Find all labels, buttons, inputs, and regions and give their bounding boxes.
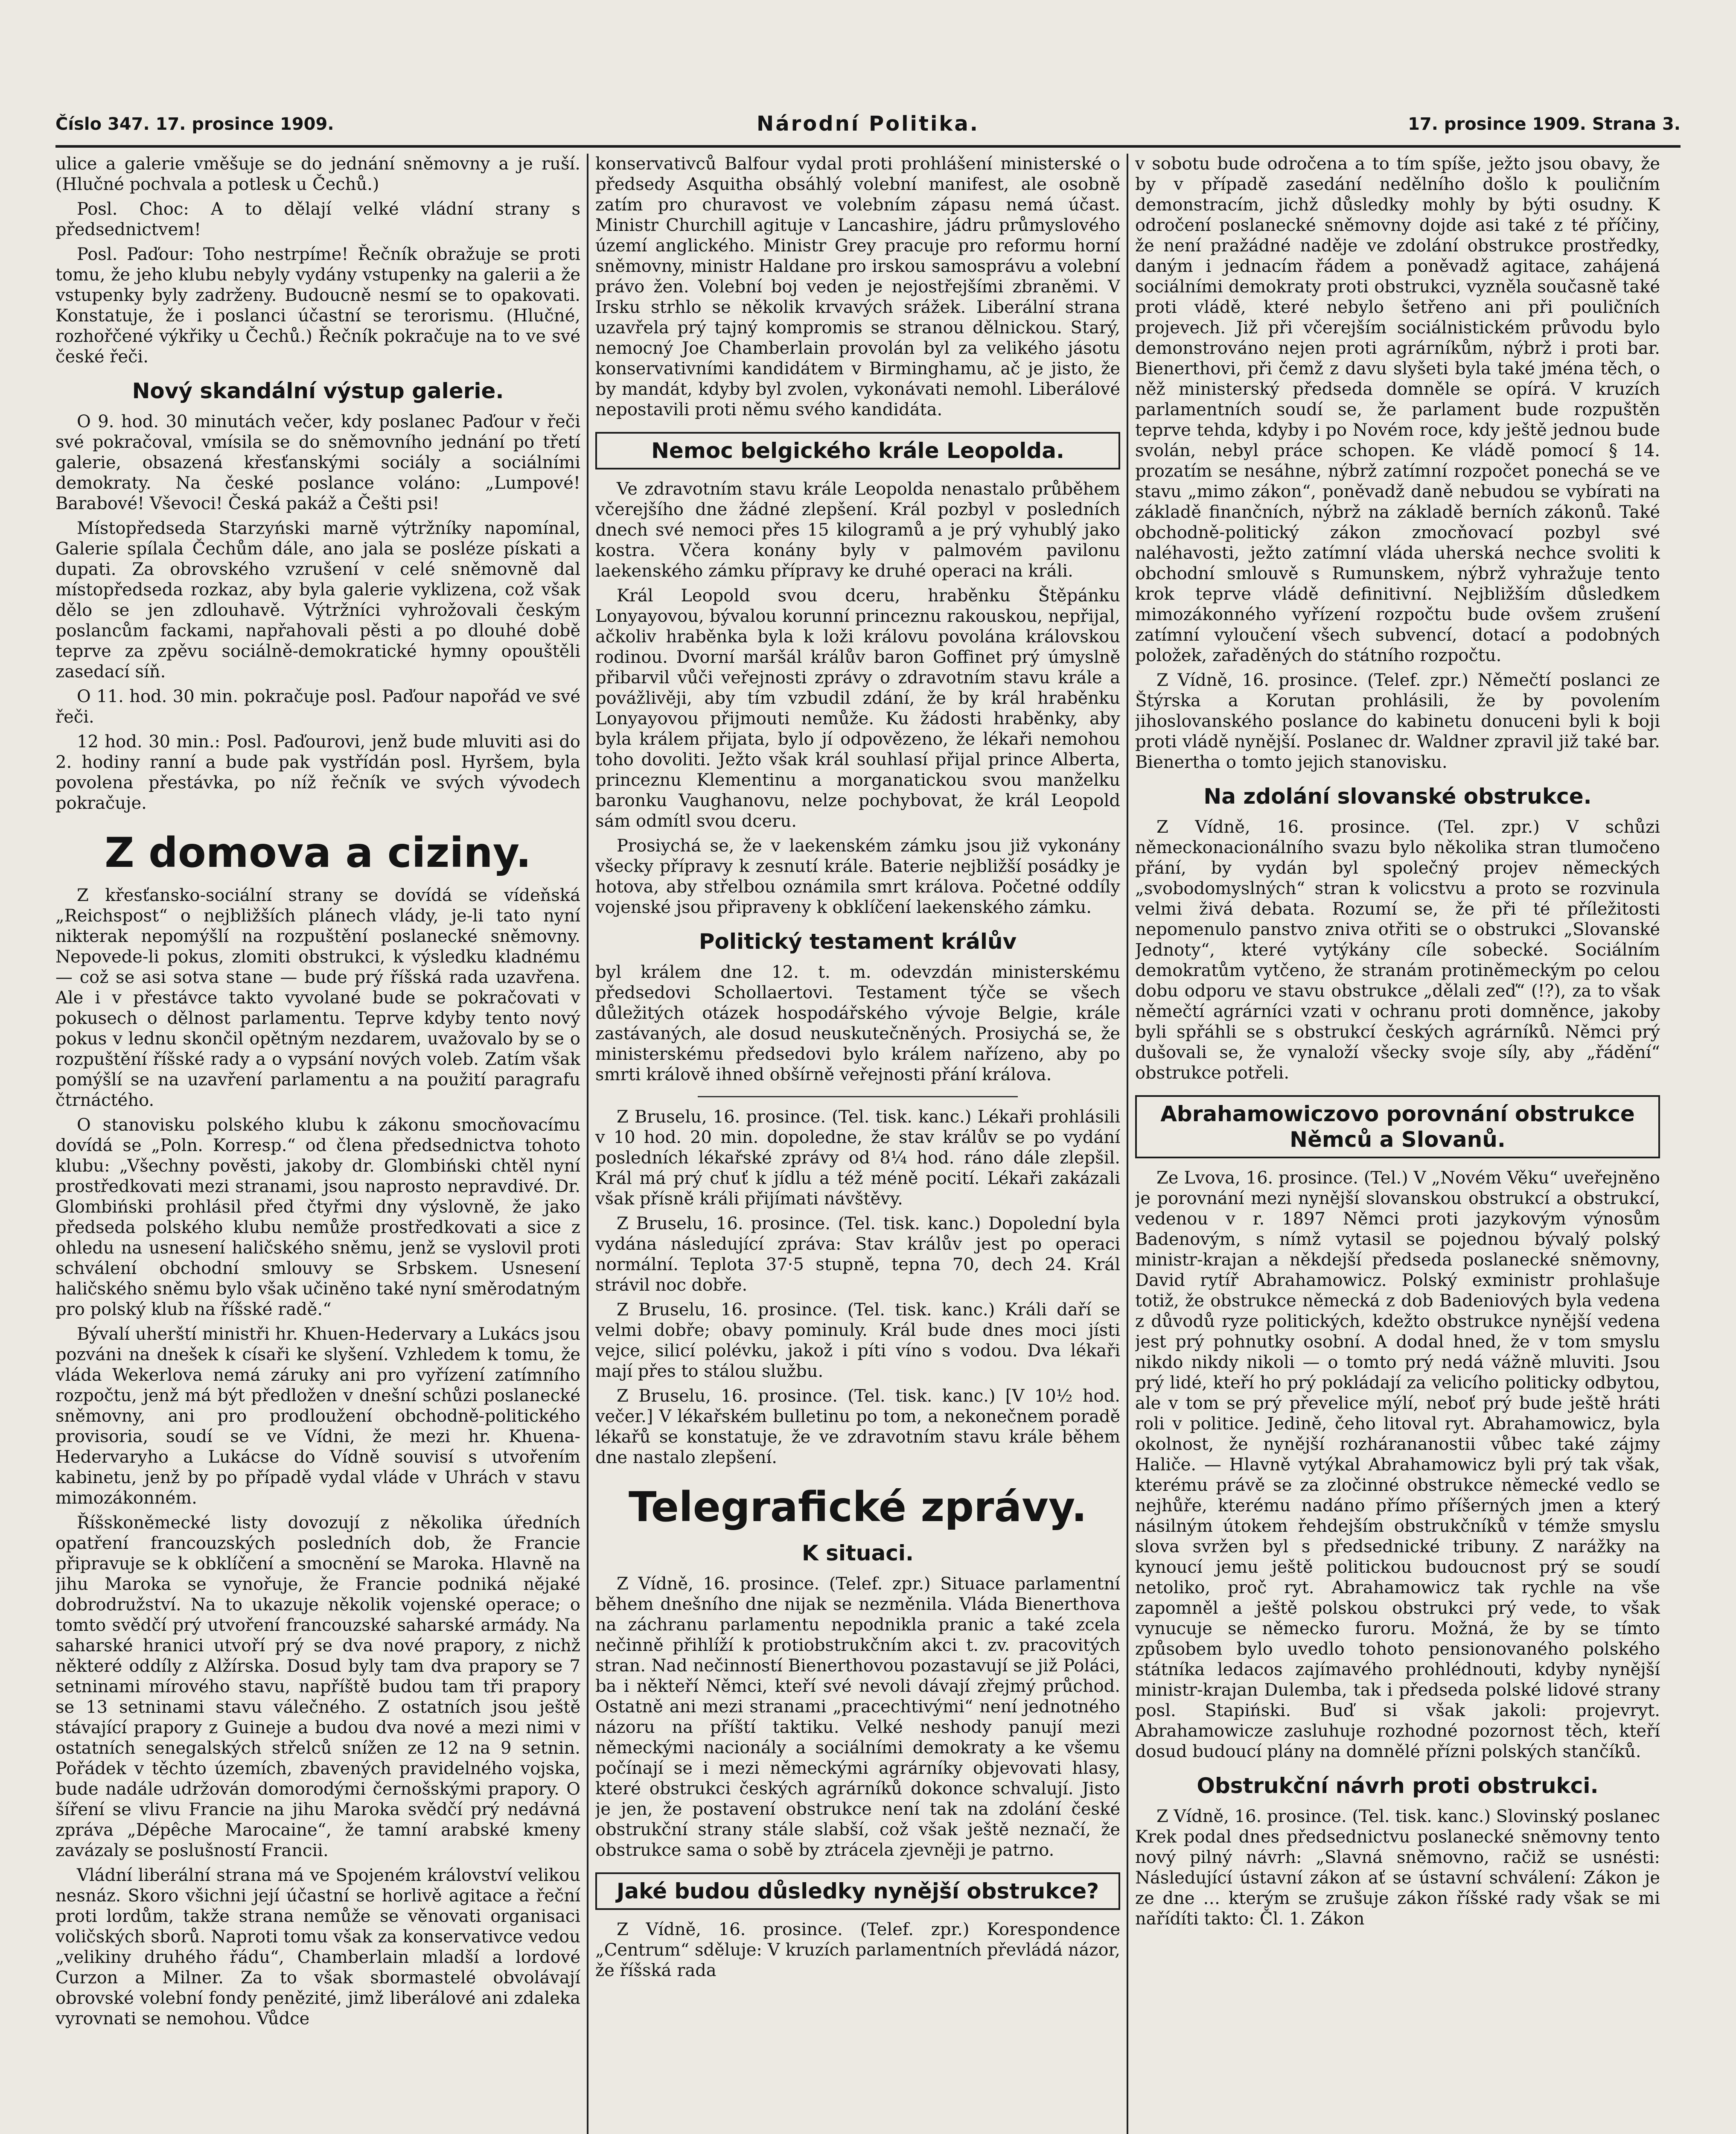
paragraph: Ze Lvova, 16. prosince. (Tel.) V „Novém Věku“ uveřejněno je porovnání mezi nynější slovanskou obstrukcí a obstrukcí, vedenou v r. 1897 Němci proti jazykovým výnosům Badenovým, s nímž vytasil se pojednou bývalý polský ministr-krajan a někdejší předseda poslanecké sněmovny, David rytíř Abrahamowicz. Polský exministr prohlašuje totiž, že obstrukce německá z dob Badeniových byla vedena z důvodů ryze politických, kdežto obstrukce nynější vedena jest prý pohnutky osobní. A dodal hned, že v tom smyslu nikdo nikdy nikoli — o tomto prý nedá vážně mluviti. Jsou prý lidé, kteří ho prý pokládají za velicího politicky odbytou, ale v tom se prý převelice mýlí, neboť prý bude ještě hráti roli v politice. Jedině, čeho litoval ryt. Abrahamowicz, byla okolnost, že nynější rozhárananostii vůbec také zájmy Haliče. — Hlavně vytýkal Abrahamowicz byli prý tak však, kterému právě se za zločinné obstrukce německé vedlo se nejhůře, kterému nadáno přímo příšerných jmen a který násilným útokem řehdejším obstrukčníků v témže smyslu slova svržen byl s předsednické tribuny. Z narážky na kynoucí jemu ještě politickou budoucnost prý se soudí netoliko, proč ryt. Abrahamowicz tak rychle na vše zapomněl a ještě polskou obstrukci prý vede, to však vynucuje se německo furoru. Možná, že by se tímto způsobem bylo uvedlo tohoto pensionovaného polského státníka ledacos zajímavého prohlédnouti, kdyby nynější ministr-krajan Dulemba, tak i předseda polské lidové strany posl. Stapiński. Buď si však jakoli: projevryt. Abrahamowicze zasluhuje rozhodné pozornost těch, kteří dosud budoucí plány na domnělé přízni polských stančíků. bbox=[1135, 1168, 1660, 1761]
column-1 bbox=[55, 154, 580, 2134]
paragraph: Bývalí uherští ministři hr. Khuen-Hedervary a Lukács jsou pozváni na dnešek k císaři ke slyšení. Vzhledem k tomu, že vláda Wekerlova nemá záruky ani pro vyřízení zatímního rozpočtu, jenž má být předložen v dnešní schůzi poslanecké sněmovny, ani pro prodloužení obchodně-politického provisoria, soudí se ve Vídni, že mezi hr. Khuena-Hedervaryho a Lukácse do Vídně souvisí s utvořením kabinetu, jenž by po případě vydal vláde v Uhrách v stavu mimozákonném. bbox=[55, 1324, 580, 1508]
paragraph: konservativců Balfour vydal proti prohlášení ministerské o předsedy Asquitha obsáhlý volební manifest, ale osobně zatím pro churavost ve volebním zápasu nemá účast. Ministr Churchill agituje v Lancashire, jádru průmyslového území anglického. Ministr Grey pracuje pro reformu horní sněmovny, ministr Haldane pro irskou samosprávu a volební právo žen. Volební boj veden je nejostřejšími zbraněmi. V Irsku strhlo se několik krvavých srážek. Liberální strana uzavřela prý tajný kompromis se stranou dělnickou. Starý, nemocný Joe Chamberlain provolán byl za velikého jásotu konservativními kandidátem v Birminghamu, ač je jisto, že by mandát, kdyby byl zvolen, vykonávati nemohl. Liberálové nepostavili proti němu svého kandidáta. bbox=[595, 154, 1120, 420]
section-heading: Z domova a ciziny. bbox=[105, 829, 531, 877]
column-3 bbox=[1135, 154, 1660, 2134]
paragraph: Říšskoněmecké listy dovozují z několika úředních opatření francouzských posledních dob, že Francie připravuje se k obklíčení a smocnění se Maroka. Hlavně na jihu Maroka se vynořuje, že Francie podniká nějaké dobrodružství. Na to ukazuje několik vojenské operace; o tomto svědčí prý utvoření francouzské saharské armády. Na saharské hranici utvoří prý se dva nové prapory, z nichž některé oddíly z Alžírska. Dosud byly tam dva prapory se 7 setninami mírového stavu, napříště budou tam tři prapory se 13 setninami stavu válečného. Z ostatních jsou ještě stávající prapory z Guineje a budou dva nové a mezi nimi v ostatních senegalských střelců snížen ze 12 na 9 setnin. Pořádek v těchto územích, zbavených pravidelného vojska, bude nadále udržován domorodými černošskými prapory. O šíření se vlivu Francie na jihu Maroka svědčí prý nedávná zpráva „Dépêche Marocaine“, že tamní arabské kmeny zavázaly se poslušností Francii. bbox=[55, 1513, 580, 1860]
paragraph: O 11. hod. 30 min. pokračuje posl. Paďour napořád ve své řeči. bbox=[55, 687, 580, 727]
column-2 bbox=[595, 154, 1120, 2134]
boxed-heading bbox=[595, 1872, 1120, 1910]
paragraph: Z Bruselu, 16. prosince. (Tel. tisk. kanc.) Dopolední byla vydána následující zpráva: Stav králův jest po operaci normální. Teplota 37·5 stupně, tepna 70, dech 24. Král strávil noc dobře. bbox=[595, 1214, 1120, 1295]
article-heading: Nemoc belgického krále Leopolda. bbox=[651, 438, 1064, 463]
paragraph: Posl. Paďour: Toho nestrpíme! Řečník obražuje se proti tomu, že jeho klubu nebyly vydány vstupenky na galerii a že vstupenky byly zadrženy. Budoucně nesmí se to opakovati. Konstatuje, že i poslanci účastní se terorismu. (Hlučné, rozhořčené výkřiky u Čechů.) Řečník pokračuje na to ve své české řeči. bbox=[55, 245, 580, 367]
page-header bbox=[55, 106, 1681, 140]
paragraph: Ve zdravotním stavu krále Leopolda nenastalo průběhem včerejšího dne žádné zlepšení. Král pozbyl v posledních dnech své nemoci přes 15 kilogramů a je prý vyhublý jako kostra. Včera konány byly v palmovém pavilonu laekenského zámku přípravy ke druhé operaci na králi. bbox=[595, 479, 1120, 581]
paragraph: O stanovisku polského klubu k zákonu smocňovacímu dovídá se „Poln. Korresp.“ od člena předsednictva tohoto klubu: „Všechny pověsti, jakoby dr. Glombiński chtěl nyní prostředkovati mezi stranami, jsou naprosto nepravdivé. Dr. Glombiński prohlásil před čtyřmi dny výslovně, že jako předseda polského klubu nemůže prostředkovati a sice z ohledu na usnesení haličského sněmu, jenž se vyslovil proti schválení obchodní smlouvy se Srbskem. Usnesení haličského sněmu bylo však učiněno také nyní směrodatným pro polský klub na říšské radě.“ bbox=[55, 1115, 580, 1319]
paragraph: Z Bruselu, 16. prosince. (Tel. tisk. kanc.) Králi daří se velmi dobře; obavy pominuly. Král bude dnes moci jísti vejce, silicí polévku, jakož i píti víno s vodou. Dva lékaři mají přes to stálou službu. bbox=[595, 1300, 1120, 1381]
page-date-number: 17. prosince 1909. Strana 3. bbox=[1408, 114, 1681, 134]
paragraph: Z Vídně, 16. prosince. (Tel. tisk. kanc.) Slovinský poslanec Krek podal dnes předsednictvu poslanecké sněmovny tento nový pilný návrh: „Slavná sněmovno, račiž se usnésti: Následující ústavní zákon ať se ústavní schválení: Zákon je ze dne … kterým se zrušuje zákon říšské rady však se mi nařídíti takto: Čl. 1. Zákon bbox=[1135, 1807, 1660, 1929]
boxed-heading bbox=[595, 432, 1120, 469]
paragraph: Vládní liberální strana má ve Spojeném království velikou nesnáz. Skoro všichni její účastní se horlivě agitace a řeční proti lordům, takže strana nemůže se věnovati organisaci voličských sborů. Naproti tomu však za konservativce vedou „velikiny druhého řádu“, Chamberlain mladší a lordové Curzon a Milner. Za to však sbormastelé obvolávají obrovské volební fondy penězité, jimž liberálové ani zdaleka vyrovnati se nemohou. Vůdce bbox=[55, 1866, 580, 2029]
masthead-title: Národní Politika. bbox=[757, 112, 979, 136]
paragraph: Král Leopold svou dceru, hraběnku Štěpánku Lonyayovou, bývalou korunní princeznu rakouskou, nepřijal, ačkoliv hraběnka byla k loži královu povolána královskou rodinou. Dvorní maršál králův baron Goffinet prý úmyslně přibarvil vůči veřejnosti zprávy o zdravotním stavu krále a povážlivěji, aby tím vzbudil zdání, že by král hraběnku Lonyayovou přijmouti nemůže. Ku žádosti hraběnky, aby byla králem přijata, bylo jí odpovězeno, že lékaři nemohou toho dovoliti. Ježto však král souhlasí přijal prince Alberta, princeznu Klementinu a morganatickou svou manželku baronku Vaughanovu, nelze pochybovat, že král Leopold sám odmítl svou dceru. bbox=[595, 586, 1120, 831]
paragraph: Z křesťansko-sociální strany se dovídá se vídeňská „Reichspost“ o nejbližších plánech vlády, je-li tato nyní nikterak nepomýšlí na rozpuštění poslanecké sněmovny. Nepovede-li pokus, zlomiti obstrukci, k výsledku kladnému — což se asi sotva stane — bude prý říšská rada uzavřena. Ale i v přestávce takto vyvolané bude se pokračovati v pokusech o dělnost parlamentu. Teprve kdyby tento nový pokus v lednu skončil opětným nezdarem, uvažovalo by se o rozpuštění říšské rady a o vypsání nových voleb. Zatím však pomýšlí se na uzavření parlamentu a na použití paragrafu čtrnáctého. bbox=[55, 886, 580, 1110]
paragraph: 12 hod. 30 min.: Posl. Paďourovi, jenž bude mluviti asi do 2. hodiny ranní a bude pak vystřídán posl. Hyršem, byla povolena přestávka, po níž řečník ve svých vývodech pokračuje. bbox=[55, 732, 580, 813]
paragraph: Posl. Choc: A to dělají velké vládní strany s předsednictvem! bbox=[55, 199, 580, 239]
issue-number-date: Číslo 347. 17. prosince 1909. bbox=[55, 114, 334, 134]
paragraph: Místopředseda Starzyński marně výtržníky napomínal, Galerie spílala Čechům dále, ano jala se posléze pískati a dupati. Za obrovského vzrušení v celé sněmovně dal místopředseda rozkaz, aby byla galerie vyklizena, což však dělo se jen zdlouhavě. Výtržníci vyhrožovali českým poslancům fackami, napřahovali pěsti a po dlouhé době teprve za zpěvu sociálně-demokratické hymny opouštěli zasedací síň. bbox=[55, 519, 580, 682]
article-heading: Politický testament králův bbox=[699, 929, 1017, 954]
paragraph: byl králem dne 12. t. m. odevzdán ministerskému předsedovi Schollaertovi. Testament týče se všech důležitých otázek hospodářského vývoje Belgie, krále zastávaných, ale dosud neuskutečněných. Prosiychá se, že ministerskému předsedovi bylo králem nařízeno, aby po smrti králově ihned obšírně veřejnosti přání králova. bbox=[595, 962, 1120, 1084]
paragraph: Z Vídně, 16. prosince. (Tel. zpr.) V schůzi německonacionálního svazu bylo několika stran tlumočeno přání, by vydán byl společný projev německých „svobodomyslných“ stran k volicstvu a proto se rozvinula velmi živá debata. Rozumí se, že při té příležitosti nepomenulo panstvo zniva otřiti se o obstrukci „Slovanské Jednoty“, které vytýkány cíle sobecké. Sociálním demokratům vytčeno, že stranám protiněmeckým po celou dobu odporu ve stavu obstrukce „dělali zeď“ (!?), za to však němečtí agrárníci vzati v ochranu proti domněnce, jakoby byli spřáhli se s obstrukcí českých agrárníků. Němci prý dušovali se, že vynaloží všecky svoje síly, aby „řádění“ obstrukce potřeli. bbox=[1135, 817, 1660, 1083]
paragraph: Z Bruselu, 16. prosince. (Tel. tisk. kanc.) Lékaři prohlásili v 10 hod. 20 min. dopoledne, že stav králův se po vydání posledních lékařské zprávy od 8¼ hod. ráno dále zlepšil. Král má prý chuť k jídlu a též méně pocití. Lékaři zakázali však přísně králi přijímati návštěvy. bbox=[595, 1107, 1120, 1209]
paragraph: Z Vídně, 16. prosince. (Telef. zpr.) Korespondence „Centrum“ sděluje: V kruzích parlamentních převládá názor, že říšská rada bbox=[595, 1920, 1120, 1980]
separator-rule bbox=[698, 1096, 1018, 1097]
header-rule bbox=[55, 145, 1681, 148]
column-divider bbox=[1127, 154, 1128, 2134]
article-heading: Jaké budou důsledky nynější obstrukce? bbox=[616, 1879, 1099, 1904]
paragraph: ulice a galerie vměšuje se do jednání sněmovny a je ruší. (Hlučné pochvala a potlesk u Čechů.) bbox=[55, 154, 580, 194]
boxed-heading bbox=[1135, 1095, 1660, 1158]
section-heading: Telegrafické zprávy. bbox=[628, 1483, 1087, 1531]
paragraph: Z Vídně, 16. prosince. (Telef. zpr.) Situace parlamentní během dnešního dne nijak se nezměnila. Vláda Bienerthova na záchranu parlamentu nepodnikla pranic a také zcela nečinně přihlíží k protiobstrukčním akci t. zv. pracovitých stran. Nad nečinností Bienerthovou pozastavují se již Poláci, ba i někteří Němci, kteří své nevoli dávají zřejmý průchod. Ostatně ani mezi stranami „pracechtivými“ není jednotného názoru na příští taktiku. Velké neshody panují mezi německými nacionály a sociálními demokraty a ke všemu počínají se i mezi německými agrárníky objevovati hlasy, které obstrukci českých agrárníků dokonce schvalují. Jisto je jen, že postavení obstrukce není tak na zdolání české obstrukční strany stále slabší, což však ještě neznačí, že obstrukce sama o sobě by ztrácela zjevněji je patrno. bbox=[595, 1574, 1120, 1860]
article-heading: Na zdolání slovanské obstrukce. bbox=[1203, 784, 1592, 809]
article-heading: Obstrukční návrh proti obstrukci. bbox=[1197, 1773, 1599, 1798]
column-divider bbox=[587, 154, 588, 2134]
paragraph: Z Bruselu, 16. prosince. (Tel. tisk. kanc.) [V 10½ hod. večer.] V lékařském bulletinu po tom, a nekonečnem poradě lékařů se konstatuje, že ve zdravotním stavu krále během dne nastalo zlepšení. bbox=[595, 1386, 1120, 1467]
paragraph: Z Vídně, 16. prosince. (Telef. zpr.) Němečtí poslanci ze Štýrska a Korutan prohlásili, že by povolením jihoslovanského poslance do kabinetu donuceni byli k boji proti vládě nynější. Poslanec dr. Waldner zpravil již také bar. Bienertha o tomto jejich stanovisku. bbox=[1135, 671, 1660, 772]
article-heading: Abrahamowiczovo porovnání obstrukce Němců a Slovanů. bbox=[1160, 1102, 1635, 1152]
article-heading: K situaci. bbox=[801, 1541, 914, 1566]
paragraph: Prosiychá se, že v laekenském zámku jsou již vykonány všecky přípravy k zesnutí krále. Baterie nejbližší posádky je hotova, aby střelbou oznámila smrt králova. Početné oddíly vojenské jsou připraveny k obklíčení laekenského zámku. bbox=[595, 836, 1120, 917]
article-heading: Nový skandální výstup galerie. bbox=[132, 379, 504, 403]
paragraph: O 9. hod. 30 minutách večer, kdy poslanec Paďour v řeči své pokračoval, vmísila se do sněmovního jednání po třetí galerie, obsazená křesťanskými sociály a sociálními demokraty. Na české poslance voláno: „Lumpové! Barabové! Vševoci! Česká pakáž a Češti psi! bbox=[55, 412, 580, 513]
paragraph: v sobotu bude odročena a to tím spíše, ježto jsou obavy, že by v případě zasedání nedělního došlo k pouličním demonstracím, jichž důsledky mohly by býti osudny. K odročení poslanecké sněmovny dojde asi také z té příčiny, že není pražádné naděje ve zdolání obstrukce prostředky, daným i jednacím řádem a poněvadž agitace, zahájená sociálními demokraty proti obstrukci, vyzněla současně také proti vládě, které nebylo šetřeno ani při pouličních projevech. Již při včerejším sociálnistickém průvodu bylo demonstrováno nejen proti agrárníkům, nýbrž i proti bar. Bienerthovi, při čemž z davu slyšeti byla také jména těch, o něž ministerský předseda domněle se opírá. V kruzích parlamentních soudí se, že parlament bude rozpuštěn teprve tehda, kdyby i po Novém roce, kdy ještě jednou bude svolán, nebyl práce schopen. Ke vládě pomocí § 14. prozatím se nesáhne, nýbrž zatímní rozpočet ponechá se ve stavu „mimo zákon“, poněvadž daně nebudou se vybírati na základě finančních, nýbrž na základě berních zákonů. Také obchodně-politický zákon zmocňovací pozbyl své naléhavosti, ježto zatímní vláda uherská nechce svoliti k obchodní smlouvě s Rumunskem, nýbrž vyhražuje tento krok teprve vládě definitivní. Nejbližším důsledkem mimozákonného vyřízení rozpočtu bude ovšem zrušení zatímní vyloučení všech subvencí, dotací a podobných položek, zařaděných do státního rozpočtu. bbox=[1135, 154, 1660, 665]
